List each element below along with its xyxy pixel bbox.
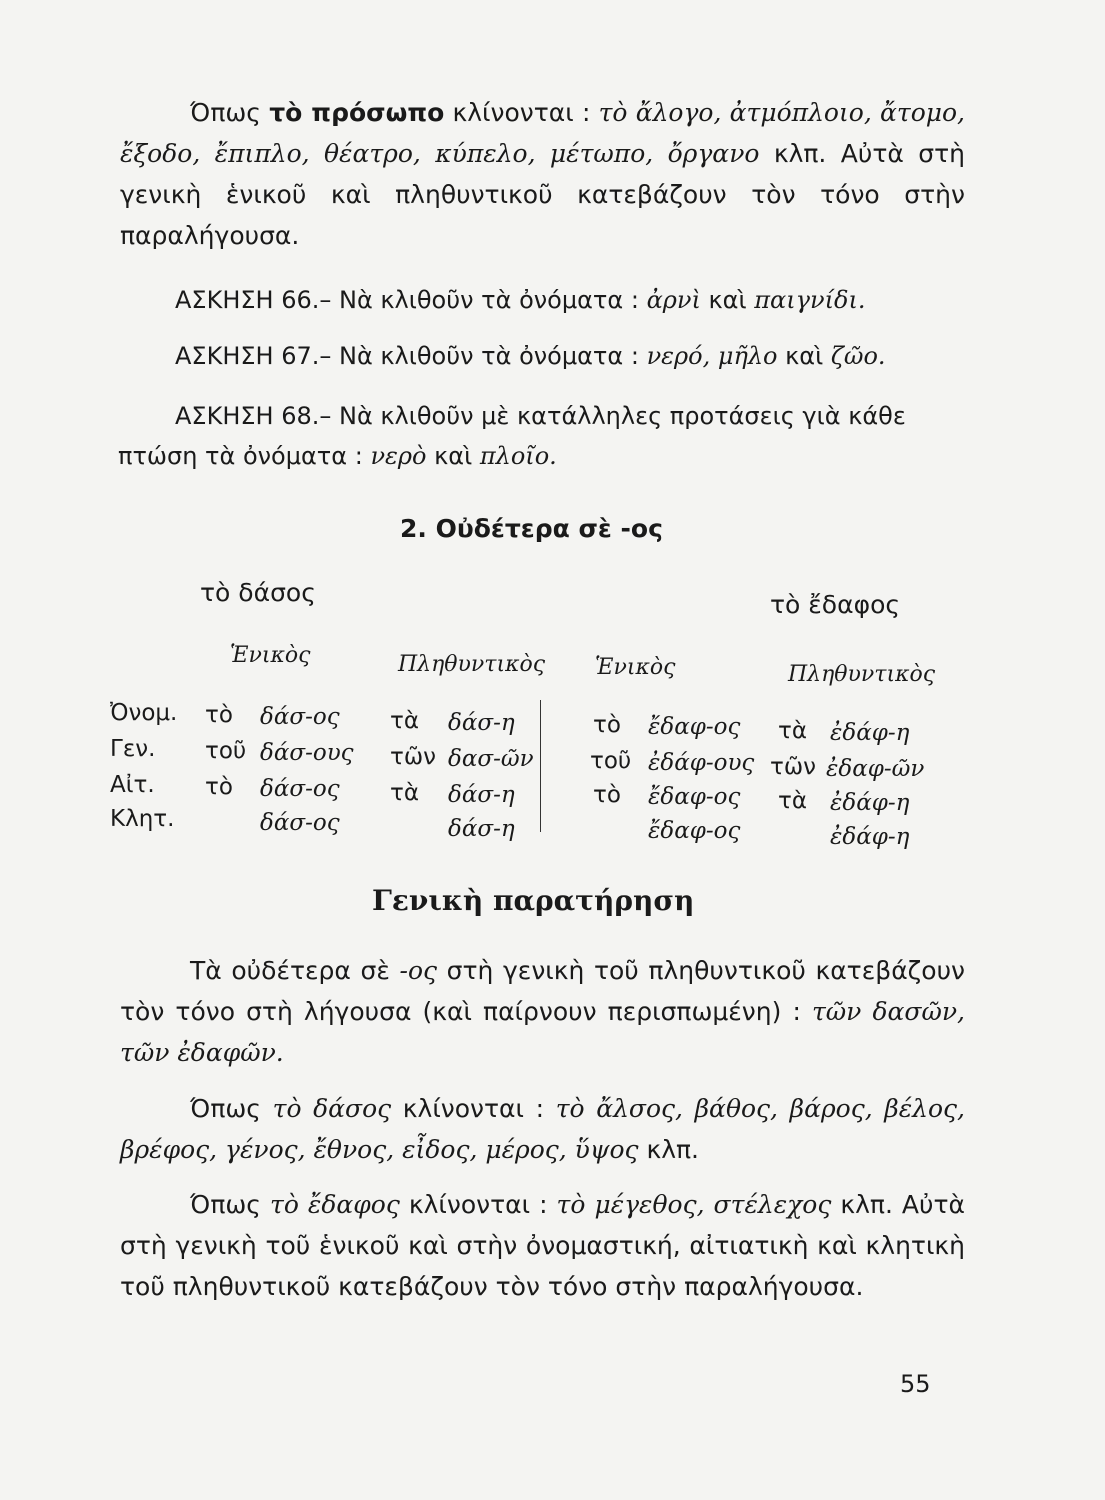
- form: ἐδάφ-η: [830, 720, 910, 746]
- form: ἐδάφ-η: [830, 790, 910, 816]
- word-dasos: τὸ δάσος: [200, 578, 316, 607]
- case-label: Αἰτ.: [110, 772, 155, 798]
- exercise-66: [175, 282, 866, 318]
- table-divider: [540, 700, 541, 832]
- form: ἐδάφ-η: [830, 824, 910, 850]
- article: τὸ: [205, 702, 233, 728]
- examples: τῶν δασῶν, τῶν ἐδαφῶν.: [120, 997, 965, 1067]
- form: ἐδάφ-ους: [648, 750, 755, 776]
- text: κλίνονται :: [402, 1094, 545, 1123]
- exercise-word: παιγνίδι.: [754, 286, 866, 314]
- text: πτώση τὰ ὀνόματα :: [118, 442, 363, 470]
- paragraph-dasos: [120, 1088, 965, 1170]
- col-plural-1: Πληθυντικὸς: [398, 652, 546, 677]
- form: ἐδαφ-ῶν: [826, 756, 925, 782]
- exercise-word: ζῶο.: [830, 342, 886, 370]
- text: κλπ. Αὐτὰ στὴ γενικὴ τοῦ ἑνικοῦ καὶ στὴν ὀνομαστική, αἰτιατικὴ καὶ κλητικὴ τοῦ πληθυντικοῦ κατεβάζουν τὸν τόνο στὴν παραλήγουσα.: [120, 1190, 966, 1301]
- col-singular-1: Ἑνικὸς: [230, 643, 311, 668]
- term: τὸ ἔδαφος: [270, 1190, 400, 1219]
- text: Όπως: [190, 98, 261, 127]
- article: τὸ: [593, 782, 621, 808]
- text: κλίνονται :: [408, 1190, 548, 1219]
- article: τῶν: [770, 754, 816, 780]
- section-heading: 2. Οὐδέτερα σὲ -ος: [400, 514, 663, 543]
- text: Όπως: [190, 1094, 261, 1123]
- exercise-word: ἀρνὶ: [646, 286, 701, 314]
- exercise-67: [175, 338, 886, 374]
- text: κλίνονται :: [452, 98, 591, 127]
- paragraph-edafos: [120, 1184, 965, 1307]
- exercise-line: [118, 436, 963, 476]
- exercise-label: ΑΣΚΗΣΗ 67.– Νὰ κλιθοῦν τὰ ὀνόματα :: [175, 342, 639, 370]
- form: δάσ-η: [448, 816, 515, 842]
- examples: τὸ ἄλογο, ἀτμόπλοιο, ἄτομο, ἔξοδο, ἔπιπλο, θέατρο, κύπελο, μέτωπο, ὄργανο: [120, 98, 965, 168]
- text: κλπ. Αὐτὰ στὴ γενικὴ ἑνικοῦ καὶ πληθυντικοῦ κατεβάζουν τὸν τόνο στὴν παραλήγουσα.: [120, 139, 965, 250]
- form: δάσ-ος: [260, 704, 340, 730]
- form: ἔδαφ-ος: [648, 784, 741, 810]
- article: τὰ: [778, 788, 808, 814]
- col-singular-2: Ἑνικὸς: [595, 655, 676, 680]
- article: τὰ: [390, 708, 420, 734]
- exercise-word: νερό, μῆλο: [646, 342, 778, 370]
- text: καὶ: [785, 342, 824, 370]
- examples: τὸ μέγεθος, στέλεχος: [556, 1190, 832, 1219]
- exercise-word: πλοῖο.: [479, 442, 557, 470]
- article: τῶν: [390, 744, 436, 770]
- general-observation-title: Γενικὴ παρατήρηση: [372, 884, 695, 917]
- text: καὶ: [434, 442, 473, 470]
- article: τὸ: [593, 712, 621, 738]
- form: ἔδαφ-ος: [648, 714, 741, 740]
- term: τὸ δάσος: [272, 1094, 392, 1123]
- article: τὰ: [390, 780, 420, 806]
- exercise-label: ΑΣΚΗΣΗ 68.– Νὰ κλιθοῦν μὲ κατάλληλες προτάσεις γιὰ κάθε: [175, 402, 906, 430]
- article: τοῦ: [590, 748, 632, 774]
- suffix: -ος: [399, 956, 437, 985]
- text: Τὰ οὐδέτερα σὲ: [190, 956, 390, 985]
- article: τὸ: [205, 774, 233, 800]
- article: τὰ: [778, 718, 808, 744]
- form: δάσ-η: [448, 710, 515, 736]
- case-label: Ὀνομ.: [110, 700, 178, 726]
- form: δάσ-ος: [260, 776, 340, 802]
- col-plural-2: Πληθυντικὸς: [788, 662, 936, 687]
- paragraph-general: [120, 950, 965, 1073]
- form: δασ-ῶν: [448, 746, 534, 772]
- form: δάσ-η: [448, 782, 515, 808]
- case-label: Κλητ.: [110, 806, 175, 832]
- form: ἔδαφ-ος: [648, 818, 741, 844]
- article: τοῦ: [205, 738, 247, 764]
- text: καὶ: [708, 286, 747, 314]
- page-number: 55: [900, 1370, 931, 1398]
- text: κλπ.: [646, 1135, 699, 1164]
- word-edafos: τὸ ἔδαφος: [770, 590, 901, 619]
- bold-term: τὸ πρόσωπο: [269, 98, 445, 127]
- exercise-68: [118, 396, 963, 476]
- exercise-word: νερὸ: [370, 442, 427, 470]
- examples: τὸ ἄλσος, βάθος, βάρος, βέλος, βρέφος, γένος, ἔθνος, εἶδος, μέρος, ὕψος: [120, 1094, 965, 1164]
- text: στὴ γενικὴ τοῦ πληθυντικοῦ κατεβάζουν τὸν τόνο στὴ λήγουσα (καὶ παίρνουν περισπωμένη) :: [120, 956, 965, 1026]
- form: δάσ-ος: [260, 810, 340, 836]
- case-label: Γεν.: [110, 736, 156, 762]
- paragraph-prosopo: [120, 92, 965, 256]
- text: Όπως: [190, 1190, 261, 1219]
- form: δάσ-ους: [260, 740, 354, 766]
- exercise-label: ΑΣΚΗΣΗ 66.– Νὰ κλιθοῦν τὰ ὀνόματα :: [175, 286, 639, 314]
